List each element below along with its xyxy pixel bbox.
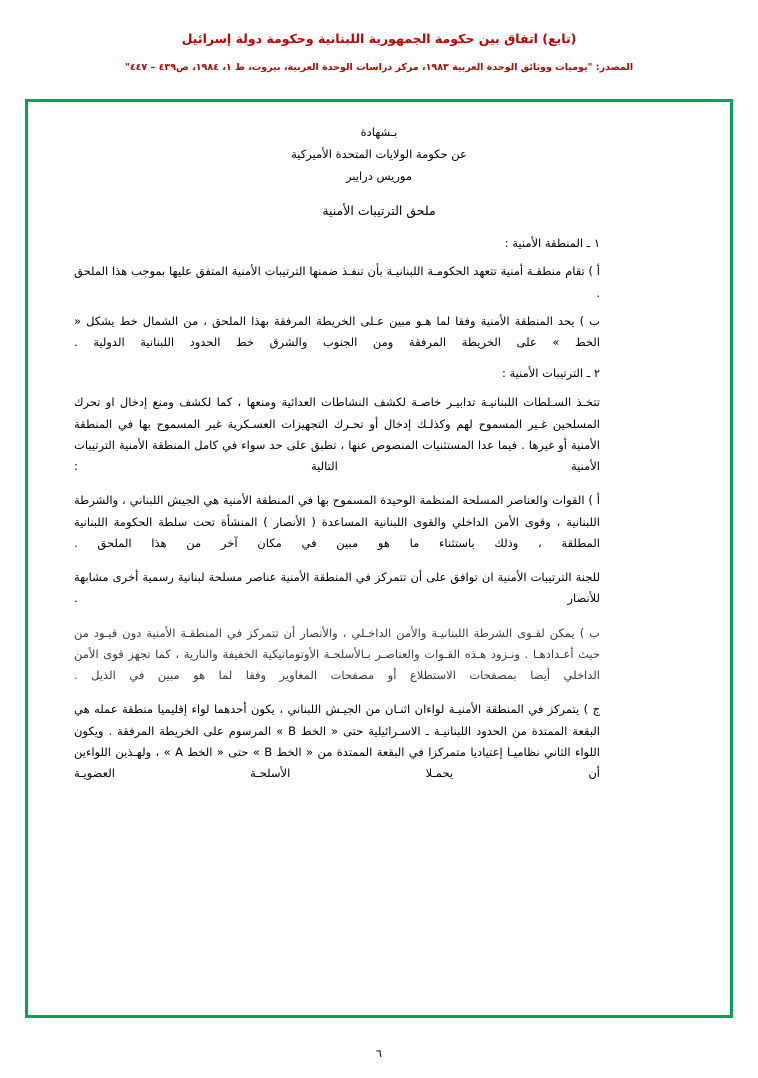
section-1-paragraph-2: ب ) يحد المنطقة الأمنية وفقا لما هـو مبين عـلى الخريطة المرفقة بهذا الملحق ، من الشمال خط يشكل « الخط » على الخريطة المرفقة ومن الجنوب والشرق خط الحدود اللبنانية الدولية .: [74, 313, 600, 350]
source-citation: المصدر: "يوميات ووثائق الوحدة العربية ١٩٨٣، مركز دراسات الوحدة العربية، بيروت، ط ١، ١٩٨٤، ص٤٣٩ – ٤٤٧": [124, 61, 634, 73]
section-1-heading: ١ ـ المنطقة الأمنية :: [504, 235, 600, 250]
page-title: (تابع) اتفاق بين حكومة الجمهورية اللبنانية وحكومة دولة إسرائيل: [181, 31, 577, 46]
content-body: [28, 102, 730, 1015]
section-2-paragraph-3: للجنة الترتيبات الأمنية ان توافق على أن تتمركز في المنطقة الأمنية عناصر مسلحة لبنانية رسمية أخرى مشابهة للأنصار .: [74, 570, 600, 606]
section-2-paragraph-2: أ ) القوات والعناصر المسلحة المنظمة الوحيدة المسموح بها في المنطقة الأمنية هي الجيش اللبناني ، والشرطة اللبنانية ، وقوى الأمن الداخلي والقوى اللبنانية المساعدة ( الأنصار ) المنشأة تحت سلطة الحكومة اللبنانية المطلقة ، وذلك باستثناء ما هو مبين في مكان آخر من هذا الملحق .: [74, 493, 600, 550]
section-2-paragraph-4: ب ) يمكن لقـوى الشرطة اللبنانيـة والأمن الداخـلي ، والأنصار أن تتمركز في المنطقـة الأمنية دون قيـود من حيث أعـدادهـا . ونـزود هـذه القـوات والعناصـر بـالأسلحـة الأوتوماتيكية الخفيفة والنارية ، كما تجهز قوى الأمن الداخلي أيضا بمصفحات الاستطلاع أو مصفحات المغاوير وفقا لما هو مبين في الذيل .: [74, 625, 600, 683]
page-number: ٦: [376, 1047, 382, 1060]
witness-line-2: عن حكومة الولايات المتحدة الأميركية: [291, 146, 467, 161]
witness-line-3: موريس درايبر: [345, 168, 413, 183]
section-2-paragraph-5: ج ) يتمركز في المنطقة الأمنيـة لواءان اثنـان من الجيـش اللبناني ، يكون أحدهما لواء إقليميا منطقة عمله هي البقعة الممتدة من الحدود اللبنانيـة ـ الاسـرائيلية حتى « الخط B » المرسوم على الخريطة المرفقة . ويكون اللواء الثاني نظاميـا إعتياديا متمركزا في البقعة الممتدة من « الخط B » حتى « الخط A » ، ولهـذين اللواءين أن يحمـلا الأسلحـة العضويـة: [74, 702, 601, 781]
witness-line-1: بـشهادة: [360, 125, 398, 139]
section-2-paragraph-1: تتخـذ السـلطات اللبنانيـة تدابيـر خاصـة لكشف النشاطات العدائية ومنعها ، كما لكشف ومنع إدخال او تحرك المسلحين غـير المسموح لهم وكذلـك إدخال أو تحـرك التجهيزات العسـكرية غير المسموح بها في المنطقة الأمنية أو غيرها . فيما عدا المستثنيات المنصوص عنها ، تطبق على حد سواء في كامل المنطقة الأمنية الترتيبات الأمنية التالية :: [74, 395, 600, 474]
content-frame: [25, 99, 733, 1018]
section-2-heading: ٢ ـ الترتيبات الأمنية :: [501, 366, 600, 381]
section-1-paragraph-1: أ ) تقام منطقـة أمنية تتعهد الحكومـة اللبنانيـة بأن تنفـذ ضمنها الترتيبات الأمنية المتفق عليها بموجب هذا الملحق .: [74, 264, 600, 300]
annex-heading: ملحق الترتيبات الأمنية: [322, 202, 436, 218]
